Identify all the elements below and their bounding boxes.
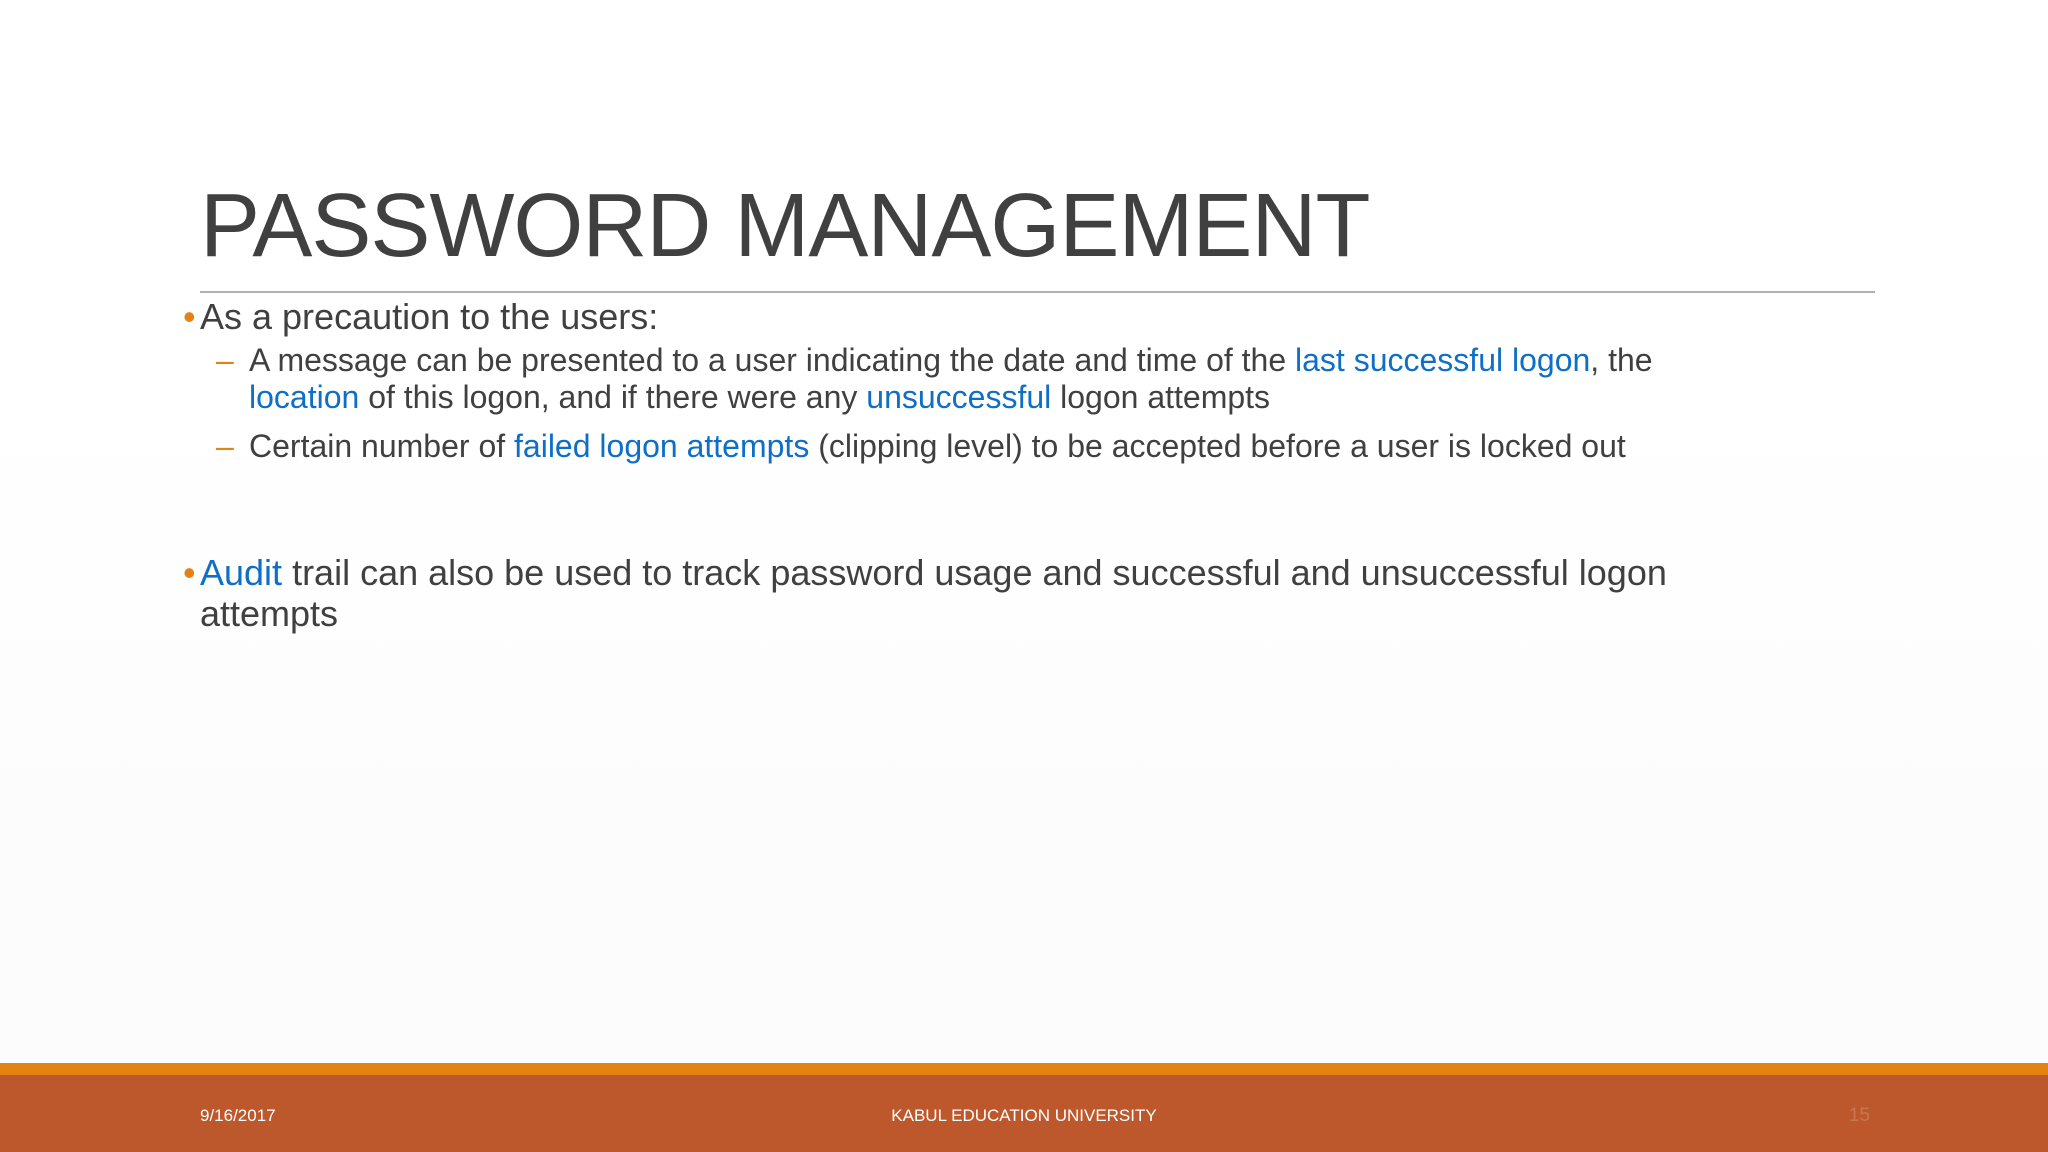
bullet-text: As a precaution to the users: (200, 296, 659, 337)
sub-text: Certain number of (249, 428, 515, 464)
footer-institution: KABUL EDUCATION UNIVERSITY (891, 1106, 1157, 1125)
highlight-unsuccessful: unsuccessful (866, 379, 1052, 415)
highlight-location: location (249, 379, 360, 415)
bullet-audit (183, 552, 1683, 634)
bullet-text: trail can also be used to track password usage and successful and unsuccessful logon attempts (200, 552, 1667, 634)
spacer (183, 477, 1683, 552)
sub-text: (clipping level) to be accepted before a user is locked out (809, 428, 1626, 464)
sub-text: A message can be presented to a user indicating the date and time of the (249, 342, 1296, 378)
footer-date: 9/16/2017 (200, 1106, 276, 1125)
highlight-audit: Audit (200, 552, 283, 593)
bullet-marker: • (183, 296, 196, 337)
sub-bullet-list (216, 342, 1683, 465)
sub-bullet-marker: – (216, 342, 234, 378)
sub-bullet-marker: – (216, 428, 234, 464)
slide-title: PASSWORD MANAGEMENT (200, 176, 1370, 276)
slide-number: 15 (1848, 1105, 1870, 1126)
highlight-last-successful-logon: last successful logon (1295, 342, 1591, 378)
highlight-failed-logon-attempts: failed logon attempts (514, 428, 810, 464)
sub-bullet-clipping-level (216, 428, 1683, 465)
bullet-marker: • (183, 552, 196, 593)
sub-bullet-message (216, 342, 1683, 416)
slide-content (183, 296, 1683, 634)
sub-text: , the (1590, 342, 1653, 378)
sub-text: logon attempts (1051, 379, 1271, 415)
title-divider (200, 291, 1875, 293)
sub-text: of this logon, and if there were any (359, 379, 867, 415)
bullet-precaution (183, 296, 1683, 337)
footer-accent-stripe (0, 1063, 2048, 1075)
